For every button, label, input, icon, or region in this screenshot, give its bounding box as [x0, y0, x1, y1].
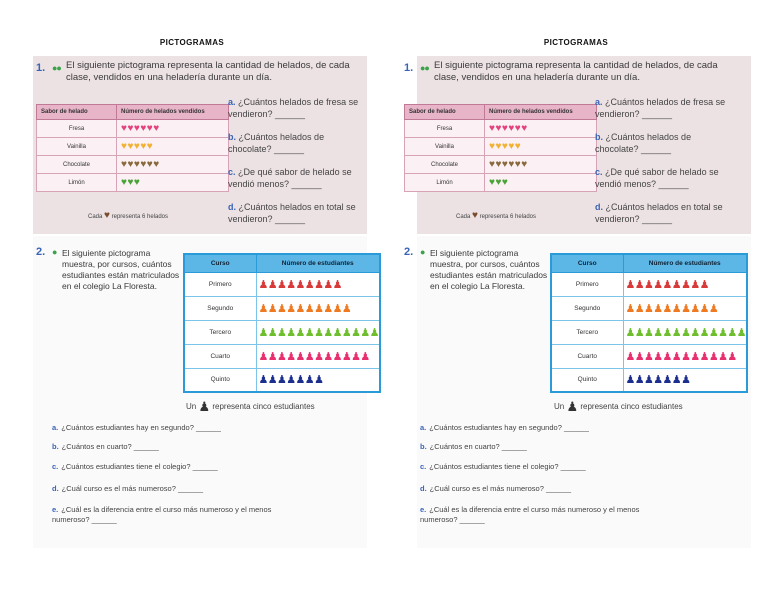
student-icons: ♟♟♟♟♟♟♟♟♟: [623, 272, 747, 296]
question-letter: e.: [420, 505, 427, 514]
exercise-1-intro: El siguiente pictograma representa la cantidad de helados, de cada clase, vendidos en una heladería durante un día.: [66, 60, 350, 83]
table-row: [551, 320, 747, 344]
icecream-cone-icon: ♥: [104, 210, 110, 221]
question-text: ¿Cuál curso es el más numeroso? ______: [429, 484, 571, 493]
exercise-1-intro: El siguiente pictograma representa la cantidad de helados, de cada clase, vendidos en una heladería durante un día.: [434, 60, 718, 83]
question-text: ¿Cuántos helados de fresa se vendieron? ______: [595, 97, 726, 119]
student-figure-icon: ♟: [198, 399, 211, 414]
table-header: Número de estudiantes: [623, 254, 747, 272]
question-letter: c.: [52, 462, 59, 471]
table-row: [405, 174, 597, 192]
question-letter: a.: [595, 97, 603, 107]
question-text: ¿Cuántos helados de chocolate? ______: [228, 132, 325, 154]
question-2b: [420, 442, 527, 452]
icecream-icons: ♥♥♥: [117, 174, 229, 192]
question-letter: b.: [52, 442, 59, 451]
icecream-icons: ♥♥♥♥♥♥: [485, 120, 597, 138]
student-icons: ♟♟♟♟♟♟♟♟♟♟♟♟♟: [623, 320, 747, 344]
question-2a: [420, 423, 589, 433]
legend-text: Un: [554, 402, 565, 411]
icecream-cone-icon: ♥: [472, 210, 478, 221]
legend-text: representa 6 helados: [479, 214, 536, 220]
table-row: [405, 138, 597, 156]
table-header: Curso: [551, 254, 623, 272]
flavor-label: Limón: [37, 174, 117, 192]
course-label: Tercero: [551, 320, 623, 344]
page-title: PICTOGRAMAS: [543, 38, 609, 47]
table-header: Número de estudiantes: [256, 254, 380, 272]
table-header: Curso: [184, 254, 256, 272]
legend-text: representa cinco estudiantes: [212, 402, 315, 411]
icecream-icons: ♥♥♥: [485, 174, 597, 192]
worksheet-right: [384, 0, 768, 594]
legend-text: Un: [186, 402, 197, 411]
student-icons: ♟♟♟♟♟♟♟♟♟♟♟♟: [256, 344, 380, 368]
icecream-pictogram-table: [404, 104, 597, 192]
student-icons: ♟♟♟♟♟♟♟♟♟♟: [623, 296, 747, 320]
question-letter: d.: [420, 484, 427, 493]
question-letter: b.: [420, 442, 427, 451]
course-label: Quinto: [184, 368, 256, 392]
table-row: [551, 272, 747, 296]
students-pictogram-table: [183, 253, 381, 393]
icecream-icons: ♥♥♥♥♥♥: [117, 156, 229, 174]
table-row: [184, 368, 380, 392]
question-text: ¿Cuántos helados de chocolate? ______: [595, 132, 692, 154]
question-text: ¿Cuántos estudiantes hay en segundo? ______: [61, 423, 221, 432]
table-row: [405, 120, 597, 138]
question-text: ¿Cuál curso es el más numeroso? ______: [61, 484, 203, 493]
exercise-2-intro: El siguiente pictograma muestra, por cursos, cuántos estudiantes están matriculados en el colegio La Floresta.: [430, 248, 548, 291]
student-figure-icon: ♟: [566, 399, 579, 414]
student-icons: ♟♟♟♟♟♟♟♟♟♟♟♟: [623, 344, 747, 368]
icecream-icons: ♥♥♥♥♥: [117, 138, 229, 156]
student-icons: ♟♟♟♟♟♟♟♟♟♟: [256, 296, 380, 320]
course-label: Primero: [184, 272, 256, 296]
question-letter: a.: [52, 423, 59, 432]
question-2d: [52, 484, 203, 494]
icecream-pictogram-table: [36, 104, 229, 192]
question-text: ¿De qué sabor de helado se vendió menos? ______: [595, 167, 719, 189]
question-letter: c.: [420, 462, 427, 471]
question-letter: d.: [595, 202, 603, 212]
question-text: ¿Cuál es la diferencia entre el curso más numeroso y el menos numeroso? ______: [52, 505, 272, 524]
question-2c: [420, 462, 586, 472]
question-2b: [52, 442, 159, 452]
question-2e: [52, 505, 282, 525]
question-letter: e.: [52, 505, 59, 514]
question-text: ¿Cuántos helados en total se vendieron? ______: [595, 202, 723, 224]
question-letter: b.: [595, 132, 603, 142]
table-header: Número de helados vendidos: [117, 105, 229, 120]
table-row: [184, 320, 380, 344]
question-letter: b.: [228, 132, 236, 142]
course-label: Cuarto: [184, 344, 256, 368]
course-label: Segundo: [184, 296, 256, 320]
question-2d: [420, 484, 571, 494]
table-header: Número de helados vendidos: [485, 105, 597, 120]
course-label: Quinto: [551, 368, 623, 392]
table-row: [551, 296, 747, 320]
question-text: ¿Cuántos estudiantes tiene el colegio? ______: [61, 462, 218, 471]
icecream-icons: ♥♥♥♥♥♥: [117, 120, 229, 138]
difficulty-dots-icon: ●●: [52, 63, 61, 73]
difficulty-dots-icon: ●●: [420, 63, 429, 73]
students-legend: [554, 399, 683, 415]
question-letter: d.: [228, 202, 236, 212]
question-1b: [595, 131, 735, 155]
question-2c: [52, 462, 218, 472]
students-pictogram-table: [550, 253, 748, 393]
student-icons: ♟♟♟♟♟♟♟♟♟♟♟♟♟: [256, 320, 380, 344]
legend-text: Cada: [456, 214, 471, 220]
table-row: [184, 296, 380, 320]
exercise-2-number: 2.: [404, 246, 414, 258]
table-row: [37, 156, 229, 174]
exercise-2-number: 2.: [36, 246, 46, 258]
legend-text: representa 6 helados: [111, 214, 168, 220]
course-label: Segundo: [551, 296, 623, 320]
question-letter: a.: [420, 423, 427, 432]
table-row: [37, 174, 229, 192]
question-2a: [52, 423, 221, 433]
student-icons: ♟♟♟♟♟♟♟: [623, 368, 747, 392]
question-letter: c.: [595, 167, 603, 177]
icecream-icons: ♥♥♥♥♥: [485, 138, 597, 156]
question-2e: [420, 505, 650, 525]
table-row: [551, 368, 747, 392]
table-row: [184, 344, 380, 368]
question-letter: c.: [228, 167, 236, 177]
flavor-label: Vainilla: [405, 138, 485, 156]
icecream-icons: ♥♥♥♥♥♥: [485, 156, 597, 174]
question-text: ¿Cuántos helados en total se vendieron? ______: [228, 202, 356, 224]
question-1c: [595, 166, 735, 190]
icecream-legend: [456, 210, 536, 221]
students-legend: [186, 399, 315, 415]
legend-text: representa cinco estudiantes: [580, 402, 683, 411]
question-letter: d.: [52, 484, 59, 493]
question-text: ¿Cuántos estudiantes tiene el colegio? ______: [429, 462, 586, 471]
flavor-label: Fresa: [37, 120, 117, 138]
flavor-label: Vainilla: [37, 138, 117, 156]
student-icons: ♟♟♟♟♟♟♟: [256, 368, 380, 392]
course-label: Tercero: [184, 320, 256, 344]
course-label: Primero: [551, 272, 623, 296]
course-label: Cuarto: [551, 344, 623, 368]
exercise-1-number: 1.: [36, 62, 46, 74]
question-text: ¿Cuántos en cuarto? ______: [429, 442, 527, 451]
exercise-1-number: 1.: [404, 62, 414, 74]
table-header: Sabor de helado: [37, 105, 117, 120]
question-1a: [228, 96, 368, 120]
table-row: [551, 344, 747, 368]
table-row: [37, 120, 229, 138]
question-text: ¿Cuántos en cuarto? ______: [61, 442, 159, 451]
legend-text: Cada: [88, 214, 103, 220]
icecream-legend: [88, 210, 168, 221]
question-1a: [595, 96, 735, 120]
flavor-label: Limón: [405, 174, 485, 192]
student-icons: ♟♟♟♟♟♟♟♟♟: [256, 272, 380, 296]
question-1d: [595, 201, 735, 225]
question-1d: [228, 201, 368, 225]
page-title: PICTOGRAMAS: [159, 38, 225, 47]
table-row: [184, 272, 380, 296]
table-row: [405, 156, 597, 174]
table-header: Sabor de helado: [405, 105, 485, 120]
flavor-label: Chocolate: [37, 156, 117, 174]
question-letter: a.: [228, 97, 236, 107]
question-text: ¿Cuál es la diferencia entre el curso más numeroso y el menos numeroso? ______: [420, 505, 640, 524]
flavor-label: Fresa: [405, 120, 485, 138]
question-text: ¿Cuántos estudiantes hay en segundo? ______: [429, 423, 589, 432]
difficulty-dot-icon: ●: [420, 247, 425, 257]
question-1b: [228, 131, 368, 155]
question-1c: [228, 166, 368, 190]
table-row: [37, 138, 229, 156]
question-text: ¿Cuántos helados de fresa se vendieron? ______: [228, 97, 359, 119]
exercise-2-intro: El siguiente pictograma muestra, por cursos, cuántos estudiantes están matriculados en el colegio La Floresta.: [62, 248, 180, 291]
flavor-label: Chocolate: [405, 156, 485, 174]
question-text: ¿De qué sabor de helado se vendió menos? ______: [228, 167, 352, 189]
difficulty-dot-icon: ●: [52, 247, 57, 257]
